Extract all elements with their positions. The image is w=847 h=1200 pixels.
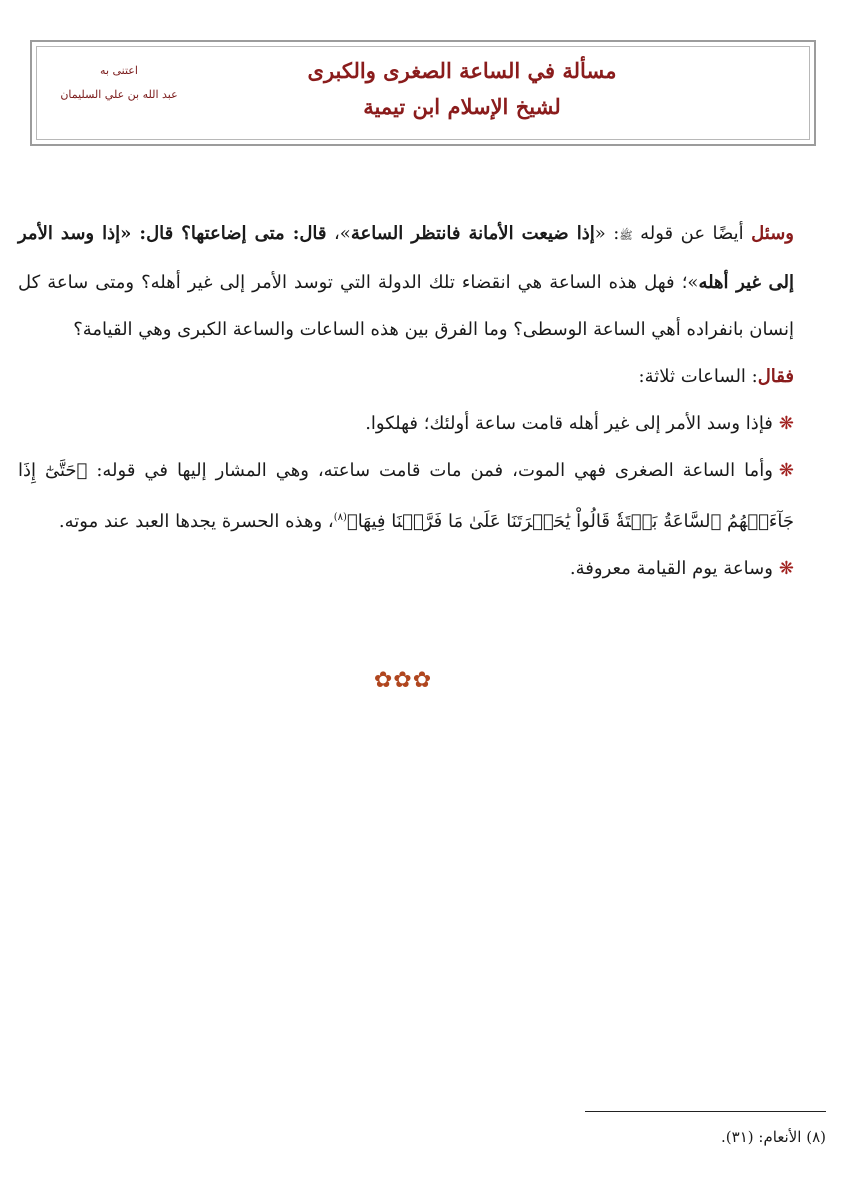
question-text-3: »، [326, 223, 351, 244]
list-item-2 [18, 447, 826, 545]
item-1-text: فإذا وسد الأمر إلى غير أهله قامت ساعة أولئك؛ فهلكوا. [365, 413, 773, 434]
item-2-text-a: وأما الساعة الصغرى فهي الموت، فمن مات قامت ساعته، وهي المشار إليها في قوله: ﴿ [76, 460, 773, 481]
question-intro: وسئل [751, 223, 794, 244]
bullet-icon: ❋ [778, 413, 794, 434]
list-item-3 [18, 545, 826, 592]
question-text-5: »؛ فهل هذه الساعة هي انقضاء تلك الدولة التي توسد الأمر إلى غير أهله؟ ومتى ساعة كل إنسان بانفراده أهي الساعة الوسطى؟ وما الفرق بين هذه الساعات والساعة الكبرى وهي القيامة؟ [18, 272, 794, 340]
answer-paragraph [18, 353, 826, 400]
bullet-icon: ❋ [778, 460, 794, 481]
hadith-quote: إذا ضيعت الأمانة فانتظر الساعة [350, 223, 595, 244]
editor-name: عبد الله بن علي السليمان [60, 88, 178, 101]
main-text [18, 210, 826, 592]
title-line-2: لشيخ الإسلام ابن تيمية [363, 94, 561, 119]
header-frame [30, 40, 816, 146]
question-paragraph [18, 210, 826, 353]
quran-verse: حَتَّىٰٓ إِذَا جَآءَتۡهُمُ ٱلسَّاعَةُ بَغۡتَةٗ قَالُواْ يَٰحَسۡرَتَنَا عَلَىٰ مَا فَرَّطۡنَا فِيهَا [18, 460, 794, 532]
title-line-1: مسألة في الساعة الصغرى والكبرى [307, 58, 617, 83]
footnote: (٨) الأنعام: (٣١). [721, 1128, 826, 1146]
answer-text: : الساعات ثلاثة: [638, 366, 758, 387]
editor-label: اعتنى به [100, 64, 138, 77]
answer-label: فقال [757, 366, 794, 387]
footnote-ref: (٨) [333, 512, 347, 523]
question-text-1: أيضًا عن قوله [632, 223, 752, 244]
pbuh-glyph: ﷺ [619, 229, 633, 242]
list-item-1 [18, 400, 826, 447]
question-text-2: : « [594, 223, 620, 244]
ornament-flowers-icon: ✿✿✿ [373, 668, 433, 693]
item-2-text-b: ﴾ [346, 511, 358, 532]
item-2-text-c: ، وهذه الحسرة يجدها العبد عند موته. [58, 511, 334, 532]
item-3-text: وساعة يوم القيامة معروفة. [569, 558, 773, 579]
footnote-divider [585, 1111, 826, 1112]
bullet-icon: ❋ [778, 558, 794, 579]
question-text-4: قال: متى إضاعتها؟ قال: «إذا وسد الأمر إلى غير أهله [18, 223, 795, 293]
